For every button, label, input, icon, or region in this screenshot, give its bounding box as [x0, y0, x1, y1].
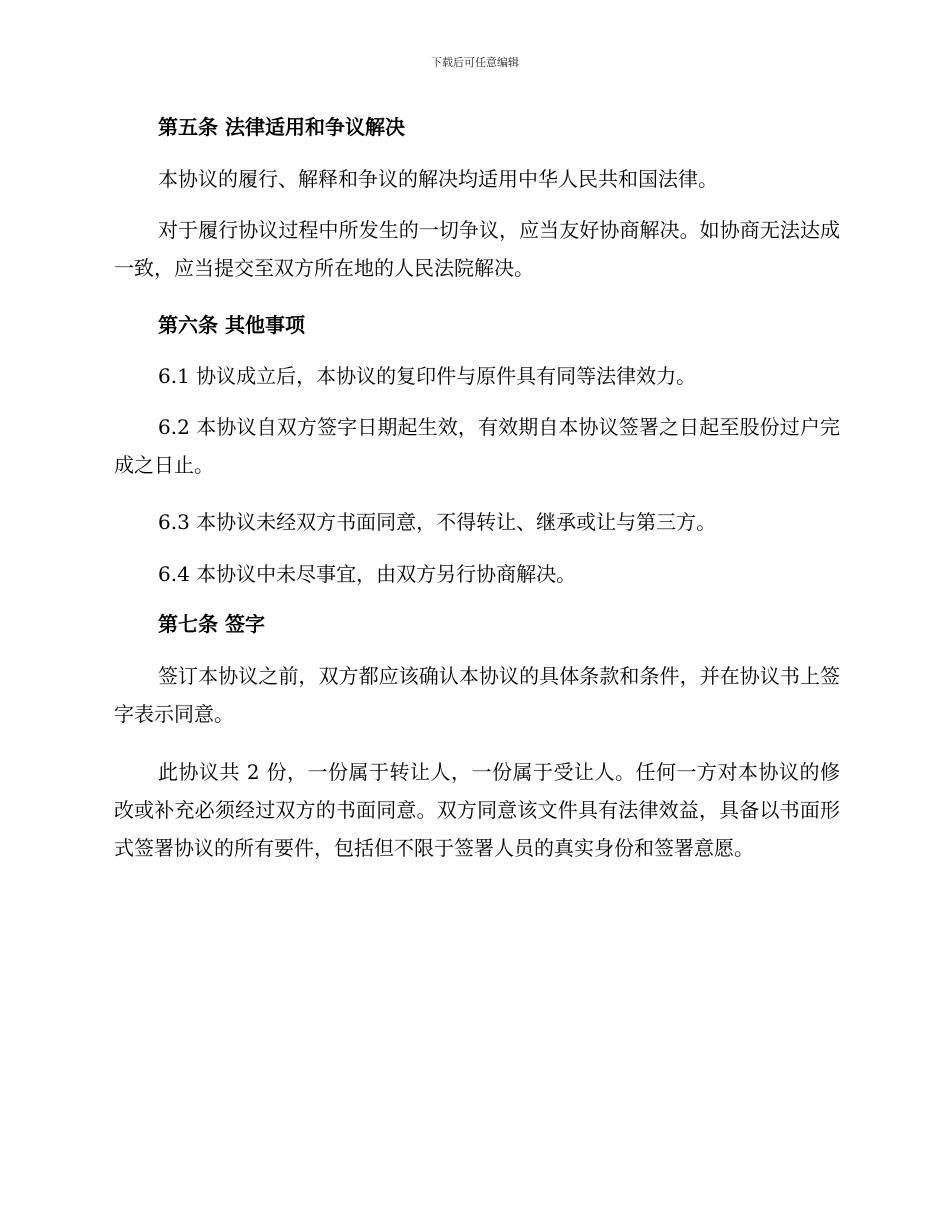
article-7-paragraph-2-block: [114, 753, 840, 867]
article-7-paragraph-1-block: [114, 657, 840, 733]
article-6-paragraph-4: 6.4 本协议中未尽事宜，由双方另行协商解决。: [158, 562, 577, 586]
article-7-paragraph-2: 此协议共 2 份，一份属于转让人，一份属于受让人。任何一方对本协议的修改或补充必须经过双方的书面同意。双方同意该文件具有法律效益，具备以书面形式签署协议的所有要件，包括但不限于签署人员的真实身份和签署意愿。: [114, 760, 840, 860]
article-7-heading: 第七条 签字: [158, 612, 265, 636]
article-6-paragraph-2: 6.2 本协议自双方签字日期起生效，有效期自本协议签署之日起至股份过户完成之日止。: [114, 415, 840, 477]
article-6-paragraph-3-block: [114, 503, 840, 541]
article-6-paragraph-2-block: [114, 408, 840, 484]
article-6-heading: 第六条 其他事项: [158, 313, 305, 337]
article-6-paragraph-1: 6.1 协议成立后，本协议的复印件与原件具有同等法律效力。: [158, 364, 697, 388]
article-5-heading-block: [114, 113, 840, 141]
article-5-paragraph-2: 对于履行协议过程中所发生的一切争议，应当友好协商解决。如协商无法达成一致，应当提交至双方所在地的人民法院解决。: [114, 218, 840, 280]
article-6-paragraph-3: 6.3 本协议未经双方书面同意，不得转让、继承或让与第三方。: [158, 510, 717, 534]
article-6-heading-block: [114, 311, 840, 339]
article-7-heading-block: [114, 610, 840, 638]
article-6-paragraph-4-block: [114, 555, 840, 593]
article-5-paragraph-1-block: [114, 160, 840, 198]
article-5-paragraph-1: 本协议的履行、解释和争议的解决均适用中华人民共和国法律。: [158, 167, 718, 191]
article-6-paragraph-1-block: [114, 357, 840, 395]
article-5-paragraph-2-block: [114, 211, 840, 287]
article-5-heading: 第五条 法律适用和争议解决: [158, 115, 405, 139]
page-header: 下载后可任意编辑: [431, 56, 519, 69]
article-7-paragraph-1: 签订本协议之前，双方都应该确认本协议的具体条款和条件，并在协议书上签字表示同意。: [114, 664, 840, 726]
